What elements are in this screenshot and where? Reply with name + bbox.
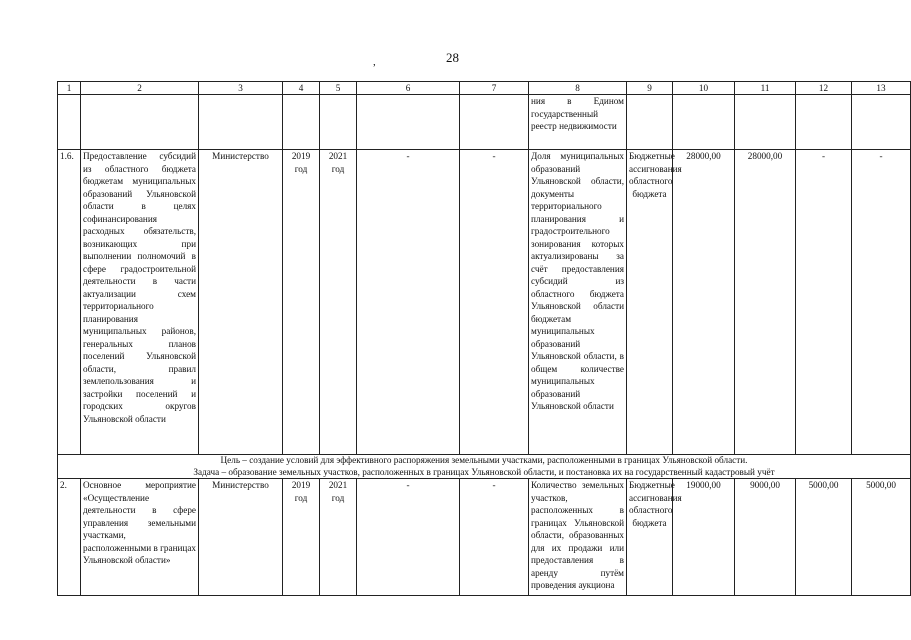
end-year: 2021 год bbox=[320, 479, 357, 596]
indicator-cell: Количество земельных участков, расположенных в границах Ульяновской области, образованных для их продажи или предоставления в аренду путём проведения аукциона bbox=[529, 479, 627, 596]
header-cell: 13 bbox=[852, 82, 911, 95]
header-cell: 10 bbox=[673, 82, 735, 95]
header-cell: 7 bbox=[460, 82, 529, 95]
indicator-cell: ния в Едином государственный реестр недвижимости bbox=[529, 95, 627, 150]
total-amount: 28000,00 bbox=[673, 150, 735, 455]
executor: Министерство bbox=[199, 479, 283, 596]
header-cell: 6 bbox=[357, 82, 460, 95]
header-cell: 5 bbox=[320, 82, 357, 95]
header-cell: 8 bbox=[529, 82, 627, 95]
row-number: 2. bbox=[58, 479, 81, 596]
measure-name: Предоставление субсидий из областного бюджета бюджетам муниципальных образований Ульяновской области в целях софинансирования расходных обязательств, возникающих при выполнении полномочий в сфере градостроительной деятельности в части актуализации схем территориального планирования муниципальных районов, генеральных планов поселений Ульяновской области, правил землепользования и застройки поселений и городских округов Ульяновской области bbox=[81, 150, 199, 455]
header-cell: 1 bbox=[58, 82, 81, 95]
col7-value: - bbox=[460, 150, 529, 455]
col6-value: - bbox=[357, 479, 460, 596]
page-number: 28 bbox=[446, 50, 459, 65]
amount-2020: - bbox=[796, 150, 852, 455]
page-mark: , bbox=[373, 56, 376, 68]
header-cell: 11 bbox=[735, 82, 796, 95]
row-number: 1.6. bbox=[58, 150, 81, 455]
goal-text: Цель – создание условий для эффективного распоряжения земельными участками, расположенными в границах Ульяновской области. bbox=[220, 455, 748, 465]
amount-2021: 5000,00 bbox=[852, 479, 911, 596]
header-cell: 2 bbox=[81, 82, 199, 95]
amount-2019: 28000,00 bbox=[735, 150, 796, 455]
table-row-1-6 bbox=[58, 150, 911, 455]
task-text: Задача – образование земельных участков, расположенных в границах Ульяновской области, и постановка их на государственный кадастровый учёт bbox=[193, 466, 775, 477]
header-row bbox=[58, 82, 911, 95]
table-row-2 bbox=[58, 479, 911, 596]
indicator-cell: Доля муниципальных образований Ульяновской области, документы территориального планирования и градостроительного зонирования которых актуализированы за счёт предоставления субсидий из областного бюджета Ульяновской области бюджетам муниципальных образований Ульяновской области, в общем количестве муниципальных образований Ульяновской области bbox=[529, 150, 627, 455]
total-amount: 19000,00 bbox=[673, 479, 735, 596]
header-cell: 3 bbox=[199, 82, 283, 95]
col6-value: - bbox=[357, 150, 460, 455]
amount-2021: - bbox=[852, 150, 911, 455]
start-year: 2019 год bbox=[283, 150, 320, 455]
executor: Министерство bbox=[199, 150, 283, 455]
header-cell: 4 bbox=[283, 82, 320, 95]
end-year: 2021 год bbox=[320, 150, 357, 455]
measure-name: Основное мероприятие «Осуществление деятельности в сфере управления земельными участками, расположенными в границах Ульяновской области» bbox=[81, 479, 199, 596]
start-year: 2019 год bbox=[283, 479, 320, 596]
program-table bbox=[57, 81, 911, 596]
table-row-continuation bbox=[58, 95, 911, 150]
amount-2020: 5000,00 bbox=[796, 479, 852, 596]
goal-row bbox=[58, 455, 911, 479]
header-cell: 12 bbox=[796, 82, 852, 95]
funding-source: Бюджетные ассигнования областного бюджета bbox=[627, 479, 673, 596]
funding-source: Бюджетные ассигнования областного бюджета bbox=[627, 150, 673, 455]
col7-value: - bbox=[460, 479, 529, 596]
header-cell: 9 bbox=[627, 82, 673, 95]
amount-2019: 9000,00 bbox=[735, 479, 796, 596]
